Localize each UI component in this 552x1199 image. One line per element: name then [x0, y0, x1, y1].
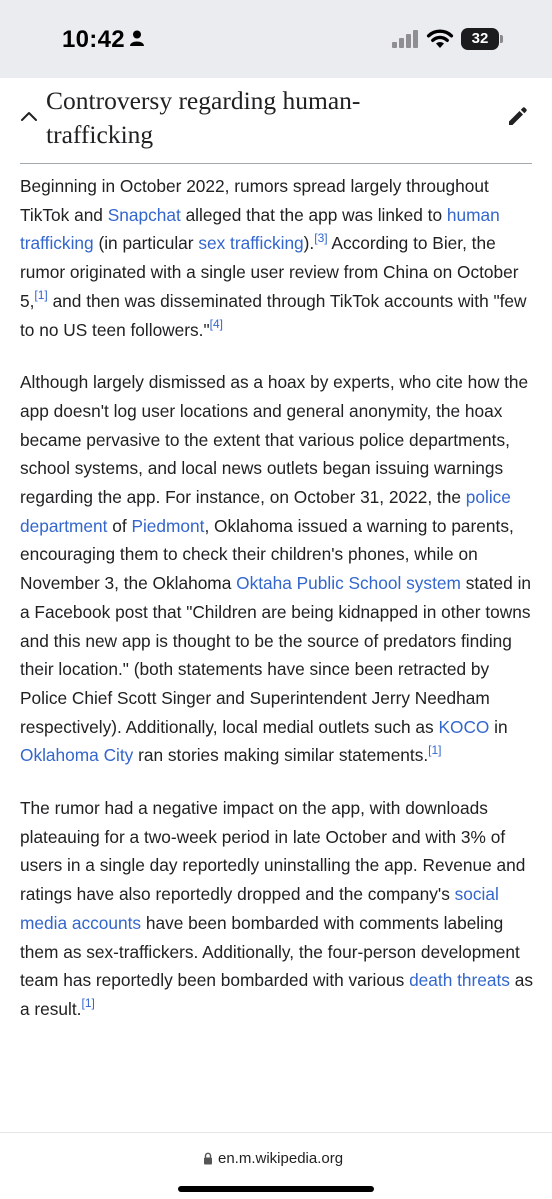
status-bar [0, 0, 552, 78]
section-divider [20, 163, 532, 164]
reference-sup [428, 743, 441, 757]
text-run: in [489, 716, 508, 737]
article-link[interactable]: human trafficking [20, 204, 500, 254]
text-run: Beginning in October 2022, rumors spread largely throughout TikTok and [20, 176, 489, 225]
text-run: (in particular [93, 233, 199, 254]
text-run: and then was disseminated through TikTok accounts with "few to no US teen followers." [20, 290, 527, 340]
reference-link[interactable]: [4] [209, 316, 223, 331]
text-run: have been bombarded with comments labeling them as sex-traffickers. Additionally, the four-person development team has reportedly been bombarded with various [20, 912, 520, 991]
text-run: stated in a Facebook post that "Children are being kidnapped in other towns and this new app is thought to be the source of predators finding their location." (both statements have since been retracted by Police Chief Scott Singer and Superintendent Jerry Needham respectively). Additionally, local medial outlets such as [20, 573, 532, 737]
article-link[interactable]: Snapchat [107, 204, 181, 225]
article-link[interactable]: Piedmont [131, 515, 205, 536]
paragraph [20, 794, 534, 1024]
text-run: The rumor had a negative impact on the app, with downloads plateauing for a two-week period in late October and with 3% of users in a single day reportedly uninstalling the app. Revenue and ratings have also reportedly dropped and the company's [20, 798, 526, 905]
text-run: According to Bier, the rumor originated with a single user review from China on October 5, [20, 233, 519, 311]
text-run: Although largely dismissed as a hoax by experts, who cite how the app doesn't log user locations and general anonymity, the hoax became pervasive to the extent that various police departments, school systems, and local news outlets began issuing warnings regarding the app. For instance, on October 31, 2022, the [20, 372, 529, 508]
text-run: ). [303, 233, 315, 254]
status-time: 10:42 [62, 26, 125, 53]
text-run: ran stories making similar statements. [133, 745, 429, 766]
article-link[interactable]: Oklahoma City [20, 745, 134, 766]
person-icon [130, 30, 144, 46]
article-link[interactable]: Oktaha Public School system [236, 573, 461, 594]
reference-link[interactable]: [1] [34, 288, 48, 303]
wifi-icon [426, 28, 454, 50]
article-content [20, 172, 534, 1048]
article-link[interactable]: KOCO [438, 716, 490, 737]
reference-link[interactable]: [3] [314, 230, 328, 245]
paragraph [20, 368, 534, 770]
text-run: of [107, 515, 132, 536]
section-title: Controversy regarding human-trafficking [46, 86, 361, 149]
reference-link[interactable]: [1] [81, 996, 95, 1011]
paragraph [20, 172, 534, 344]
pencil-icon[interactable] [507, 105, 529, 127]
battery-icon: 32 [461, 28, 499, 50]
lock-icon [203, 1152, 213, 1165]
battery-cap [500, 35, 503, 43]
reference-sup [34, 288, 47, 302]
text-run: , Oklahoma issued a warning to parents, encouraging them to check their children's phones, while on November 3, the Oklahoma [20, 515, 514, 594]
home-indicator [178, 1186, 374, 1192]
url-text[interactable]: en.m.wikipedia.org [218, 1150, 344, 1167]
section-header[interactable] [0, 78, 552, 170]
reference-sup [210, 317, 223, 331]
cellular-signal-icon [392, 30, 420, 48]
article-link[interactable]: social media accounts [20, 884, 499, 933]
browser-address-bar[interactable] [0, 1132, 552, 1199]
article-link[interactable]: police department [20, 487, 511, 536]
text-run: alleged that the app was linked to [180, 204, 447, 225]
reference-sup [314, 231, 327, 245]
chevron-up-icon[interactable] [20, 110, 38, 122]
reference-link[interactable]: [1] [428, 742, 442, 757]
article-link[interactable]: sex trafficking [198, 233, 304, 254]
article-link[interactable]: death threats [409, 970, 510, 991]
reference-sup [81, 996, 94, 1010]
text-run: as a result. [20, 970, 534, 1019]
